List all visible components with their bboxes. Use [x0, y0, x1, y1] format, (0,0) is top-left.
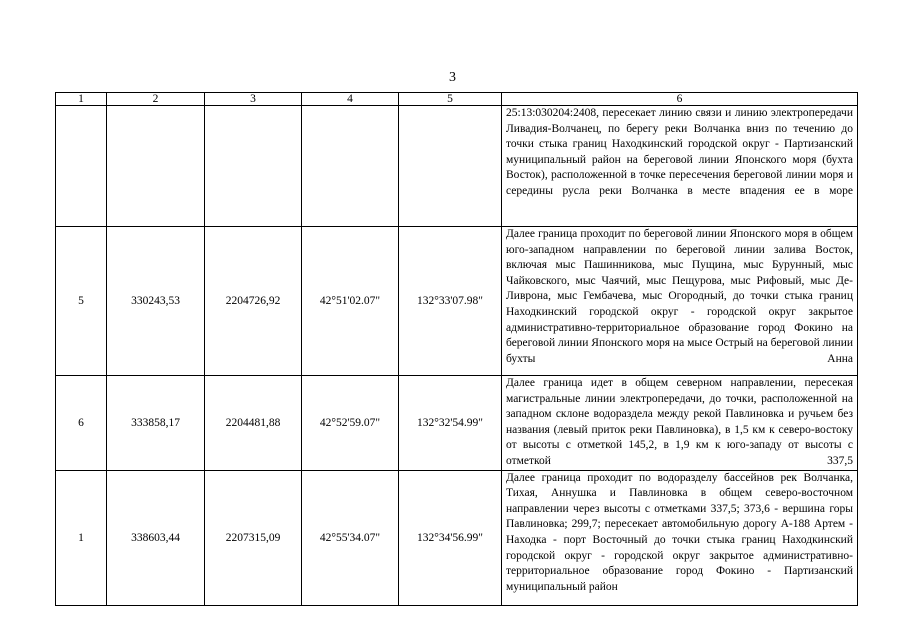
column-header-4: 4	[302, 93, 399, 106]
boundary-description-cell: Далее граница проходит по береговой линии Японского моря в общем юго-западном направлении по береговой линии залива Восток, включая мыс Пашинникова, мыс Пущина, мыс Бурунный, мыс Чайковского, мыс Чаячий, мыс Пещурова, мыс Рифовый, мыс Де-Ливрона, мыс Гембачева, мыс Огородный, до точки стыка границ Находкинский городской округ - городской округ закрытое административно-территориальное образование город Фокино на береговой линии Японского моря на мысе Острый на береговой линии бухты Анна	[502, 227, 858, 376]
y-coordinate-cell: 2207315,09	[205, 470, 302, 605]
column-header-5: 5	[399, 93, 502, 106]
x-coordinate-cell: 330243,53	[107, 227, 205, 376]
point-number-cell: 1	[56, 470, 107, 605]
boundary-description-cell: 25:13:030204:2408, пересекает линию связи и линию электропередачи Ливадия-Волчанец, по берегу реки Волчанка вниз по течению до точки стыка границ Находкинский городской округ - Партизанский муниципальный район на береговой линии Японского моря (бухта Восток), расположенной в точке пересечения береговой линии моря и середины русла реки Волчанка в месте впадения ее в море	[502, 106, 858, 227]
point-number-cell	[56, 106, 107, 227]
table-row	[56, 376, 858, 471]
boundary-description-cell: Далее граница идет в общем северном направлении, пересекая магистральные линии электропередачи, до точки, расположенной на западном склоне водораздела между рекой Павлиновка и ручьем без названия (левый приток реки Павлиновка), в 1,5 км к северо-востоку от высоты с отметкой 145,2, в 1,9 км к юго-западу от высоты с отметкой 337,5	[502, 376, 858, 471]
longitude-cell: 132°33'07.98"	[399, 227, 502, 376]
point-number-cell: 5	[56, 227, 107, 376]
column-header-3: 3	[205, 93, 302, 106]
longitude-cell	[399, 106, 502, 227]
latitude-cell: 42°52'59.07"	[302, 376, 399, 471]
latitude-cell: 42°51'02.07"	[302, 227, 399, 376]
x-coordinate-cell: 333858,17	[107, 376, 205, 471]
column-header-6: 6	[502, 93, 858, 106]
x-coordinate-cell	[107, 106, 205, 227]
y-coordinate-cell: 2204726,92	[205, 227, 302, 376]
column-header-1: 1	[56, 93, 107, 106]
latitude-cell	[302, 106, 399, 227]
table-row	[56, 470, 858, 605]
table-row	[56, 227, 858, 376]
page-number: 3	[449, 70, 456, 85]
boundary-coordinates-table	[55, 92, 858, 606]
longitude-cell: 132°32'54.99"	[399, 376, 502, 471]
longitude-cell: 132°34'56.99"	[399, 470, 502, 605]
y-coordinate-cell: 2204481,88	[205, 376, 302, 471]
x-coordinate-cell: 338603,44	[107, 470, 205, 605]
column-header-2: 2	[107, 93, 205, 106]
y-coordinate-cell	[205, 106, 302, 227]
point-number-cell: 6	[56, 376, 107, 471]
boundary-description-cell: Далее граница проходит по водоразделу бассейнов рек Волчанка, Тихая, Аннушка и Павлиновка в общем северо-восточном направлении через высоты с отметками 337,5; 373,6 - вершина горы Павлиновка; 299,7; пересекает автомобильную дорогу А-188 Артем - Находка - порт Восточный до точки стыка границ Находкинский городской округ - городской округ закрытое административно-территориальное образование город Фокино - Партизанский муниципальный район	[502, 470, 858, 605]
table-row-continuation	[56, 106, 858, 227]
table-header-row	[56, 93, 858, 106]
latitude-cell: 42°55'34.07"	[302, 470, 399, 605]
